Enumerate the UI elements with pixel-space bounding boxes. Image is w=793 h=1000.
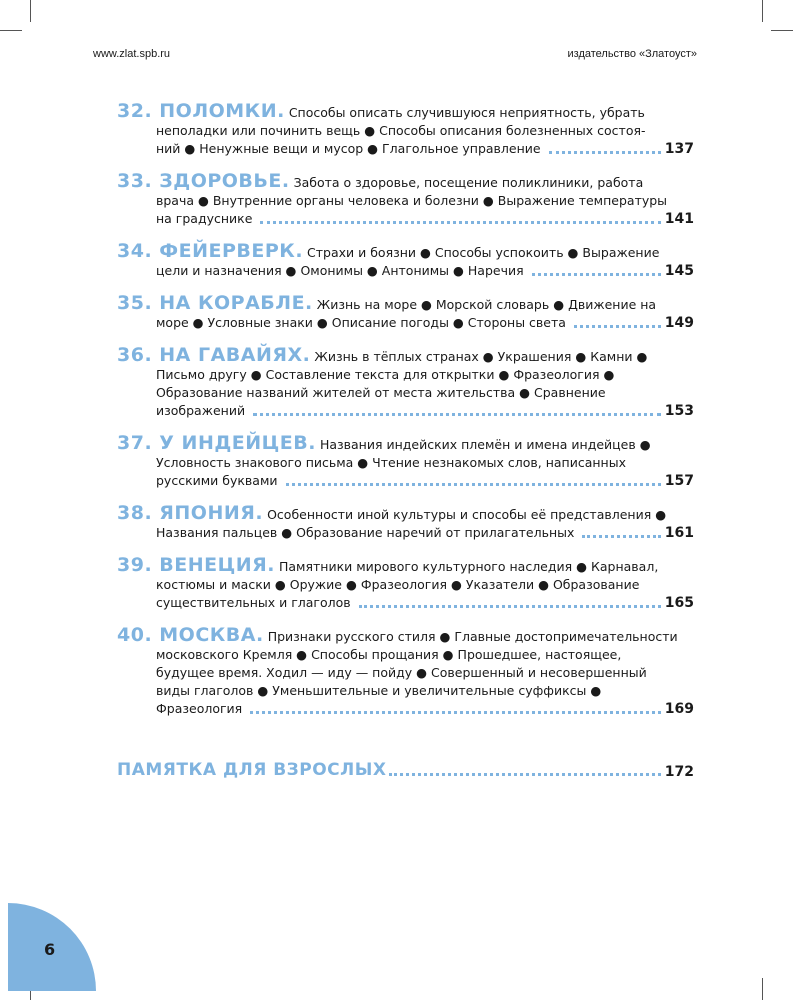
entry-description-last-line: изображений — [156, 403, 246, 418]
folio-page-number: 6 — [44, 940, 56, 959]
crop-mark — [762, 0, 763, 22]
entry-description-line: Условность знакового письма ● Чтение незнакомых слов, написанных — [156, 455, 626, 470]
entry-description-last-line: на градуснике — [156, 211, 253, 226]
entry-description-line: Жизнь в тёплых странах ● Украшения ● Камни ● — [314, 349, 648, 364]
dot-leader — [286, 483, 661, 486]
crop-mark — [762, 978, 763, 1000]
entry-description-line: виды глаголов ● Уменьшительные и увеличительные суффиксы ● — [156, 683, 602, 698]
entry-description-line: Образование названий жителей от места жительства ● Сравнение — [156, 385, 606, 400]
entry-description-line: Забота о здоровье, посещение поликлиники, работа — [293, 175, 644, 190]
table-of-contents — [117, 102, 694, 732]
entry-page-number: 137 — [664, 141, 694, 157]
entry-page-number: 169 — [664, 701, 694, 717]
dot-leader — [359, 605, 661, 608]
crop-mark — [30, 0, 31, 22]
entry-description-last-line: море ● Условные знаки ● Описание погоды ● Стороны света — [156, 315, 566, 330]
memo-page-number: 172 — [664, 764, 694, 780]
entry-description-line: Особенности иной культуры и способы её представления ● — [267, 507, 667, 522]
entry-description-line: врача ● Внутренние органы человека и болезни ● Выражение температуры — [156, 193, 668, 208]
crop-mark — [771, 30, 793, 31]
entry-title: 38. ЯПОНИЯ. — [117, 502, 264, 524]
entry-description-line: неполадки или починить вещь ● Способы описания болезненных состоя- — [156, 123, 646, 138]
entry-description-line: Названия индейских племён и имена индейцев ● — [319, 437, 651, 452]
entry-description-last-line: русскими буквами — [156, 473, 278, 488]
entry-title: 35. НА КОРАБЛЕ. — [117, 292, 313, 314]
entry-title: 40. МОСКВА. — [117, 624, 264, 646]
entry-description-last-line: Названия пальцев ● Образование наречий от прилагательных — [156, 525, 575, 540]
toc-entry — [117, 626, 694, 718]
dot-leader — [250, 711, 661, 714]
dot-leader — [532, 273, 661, 276]
toc-entry — [117, 294, 694, 332]
entry-description-line: будущее время. Ходил — иду — пойду ● Совершенный и несовершенный — [156, 665, 647, 680]
entry-description-last-line: цели и назначения ● Омонимы ● Антонимы ● Наречия — [156, 263, 524, 278]
entry-description-line: Способы описать случившуюся неприятность, убрать — [288, 105, 645, 120]
entry-title: 34. ФЕЙЕРВЕРК. — [117, 240, 304, 262]
entry-description-last-line: Фразеология — [156, 701, 243, 716]
toc-entry — [117, 504, 694, 542]
dot-leader — [389, 773, 661, 776]
entry-page-number: 157 — [664, 473, 694, 489]
entry-description-line: Жизнь на море ● Морской словарь ● Движение на — [316, 297, 657, 312]
entry-description-line: Страхи и боязни ● Способы успокоить ● Выражение — [307, 245, 660, 260]
entry-title: 36. НА ГАВАЙЯХ. — [117, 344, 311, 366]
entry-page-number: 141 — [664, 211, 694, 227]
dot-leader — [253, 413, 661, 416]
entry-description-last-line: существительных и глаголов — [156, 595, 351, 610]
entry-title: 39. ВЕНЕЦИЯ. — [117, 554, 275, 576]
header-publisher: издательство «Златоуст» — [567, 48, 697, 60]
dot-leader — [582, 535, 660, 538]
entry-description-line: Памятники мирового культурного наследия ● Карнавал, — [278, 559, 659, 574]
entry-title: 32. ПОЛОМКИ. — [117, 100, 285, 122]
memo-title: ПАМЯТКА ДЛЯ ВЗРОСЛЫХ — [117, 760, 387, 780]
toc-entry — [117, 556, 694, 612]
entry-description-line: московского Кремля ● Способы прощания ● Прошедшее, настоящее, — [156, 647, 622, 662]
entry-page-number: 161 — [664, 525, 694, 541]
entry-page-number: 165 — [664, 595, 694, 611]
dot-leader — [549, 151, 661, 154]
entry-description-last-line: ний ● Ненужные вещи и мусор ● Глагольное управление — [156, 141, 541, 156]
header-site-url: www.zlat.spb.ru — [93, 48, 171, 60]
toc-entry — [117, 346, 694, 420]
toc-entry-memo — [117, 760, 694, 780]
entry-page-number: 149 — [664, 315, 694, 331]
dot-leader — [260, 221, 660, 224]
entry-description-line: костюмы и маски ● Оружие ● Фразеология ● Указатели ● Образование — [156, 577, 640, 592]
toc-entry — [117, 102, 694, 158]
entry-title: 37. У ИНДЕЙЦЕВ. — [117, 432, 316, 454]
entry-title: 33. ЗДОРОВЬЕ. — [117, 170, 290, 192]
entry-description-line: Признаки русского стиля ● Главные достопримечательности — [267, 629, 678, 644]
dot-leader — [574, 325, 661, 328]
entry-page-number: 145 — [664, 263, 694, 279]
toc-entry — [117, 172, 694, 228]
crop-mark — [0, 30, 22, 31]
toc-entry — [117, 242, 694, 280]
entry-description-line: Письмо другу ● Составление текста для открытки ● Фразеология ● — [156, 367, 615, 382]
entry-page-number: 153 — [664, 403, 694, 419]
toc-entry — [117, 434, 694, 490]
